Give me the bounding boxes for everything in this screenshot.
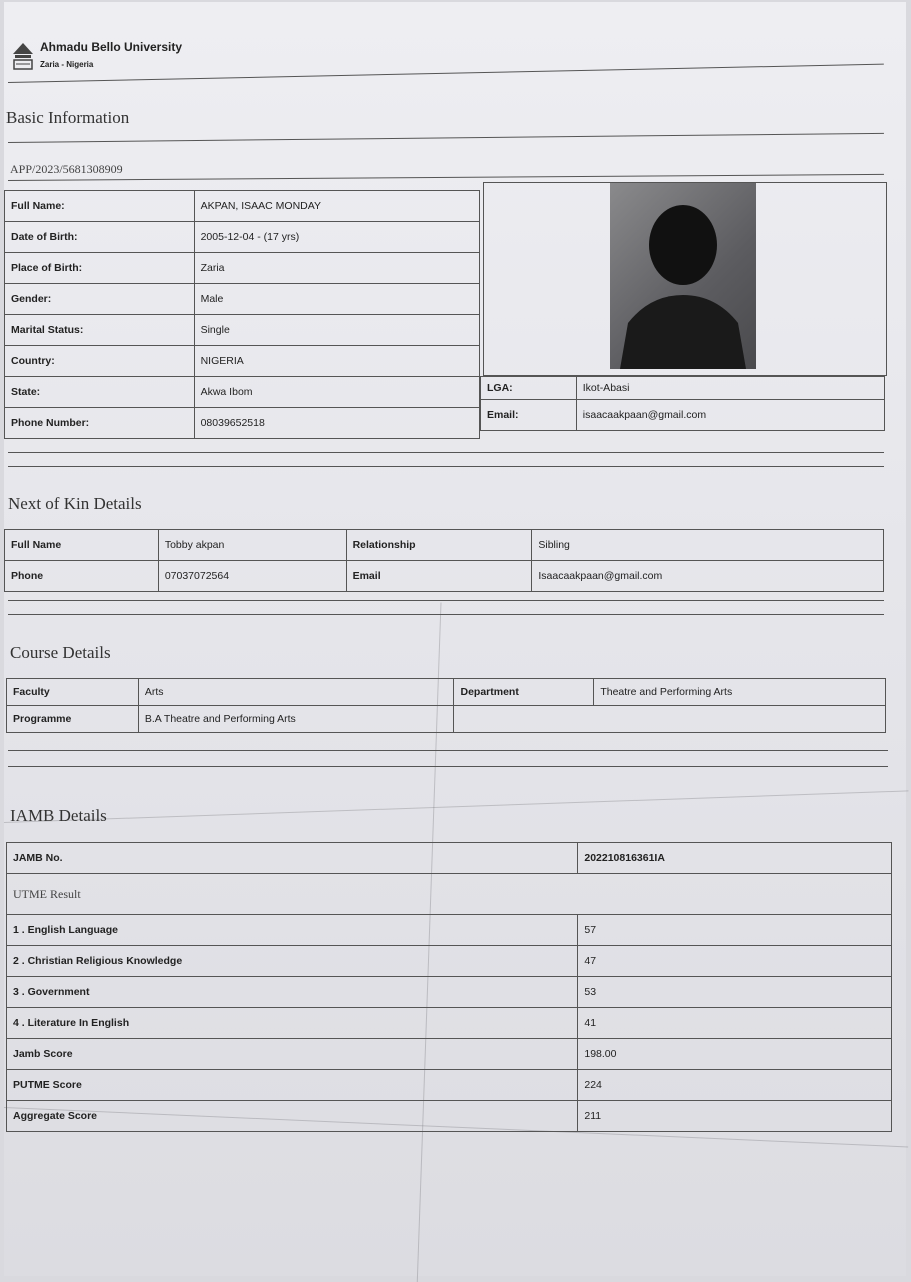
table-row	[5, 315, 480, 346]
table-row	[5, 346, 480, 377]
course-details-table	[6, 678, 886, 733]
kin-relationship-label: Relationship	[346, 530, 532, 561]
table-row	[7, 679, 886, 706]
place-of-birth-label: Place of Birth:	[5, 253, 195, 284]
state-label: State:	[5, 377, 195, 408]
application-number: APP/2023/5681308909	[10, 162, 123, 176]
kin-email-label: Email	[346, 561, 532, 592]
lga-value: Ikot-Abasi	[576, 377, 884, 400]
subject-government-score: 53	[578, 977, 892, 1008]
kin-email-value: Isaacaakpaan@gmail.com	[532, 561, 884, 592]
table-row	[7, 977, 892, 1008]
table-row	[5, 408, 480, 439]
gender-label: Gender:	[5, 284, 195, 315]
next-of-kin-table	[4, 529, 884, 592]
divider	[8, 466, 884, 467]
faculty-value: Arts	[138, 679, 454, 706]
putme-score-value: 224	[578, 1070, 892, 1101]
table-row	[7, 1101, 892, 1132]
iamb-details-table	[6, 842, 892, 1132]
table-row	[7, 706, 886, 733]
jamb-score-label: Jamb Score	[7, 1039, 578, 1070]
dob-label: Date of Birth:	[5, 222, 195, 253]
paper-crease	[4, 790, 908, 823]
subject-government-label: 3 . Government	[7, 977, 578, 1008]
full-name-value: AKPAN, ISAAC MONDAY	[194, 191, 479, 222]
divider	[8, 64, 884, 83]
table-row	[5, 377, 480, 408]
kin-full-name-value: Tobby akpan	[158, 530, 346, 561]
full-name-label: Full Name:	[5, 191, 195, 222]
jamb-number-label: JAMB No.	[7, 843, 578, 874]
table-row	[7, 915, 892, 946]
table-row	[5, 561, 884, 592]
table-row	[481, 377, 885, 400]
table-row	[7, 1008, 892, 1039]
gender-value: Male	[194, 284, 479, 315]
subject-literature-score: 41	[578, 1008, 892, 1039]
marital-status-label: Marital Status:	[5, 315, 195, 346]
university-logo-icon	[12, 42, 34, 70]
table-row	[5, 284, 480, 315]
lga-label: LGA:	[481, 377, 577, 400]
table-row	[7, 843, 892, 874]
table-row	[5, 222, 480, 253]
basic-info-table	[4, 190, 480, 439]
course-details-title: Course Details	[10, 643, 111, 662]
table-row	[5, 191, 480, 222]
iamb-details-title: IAMB Details	[10, 806, 107, 825]
university-location: Zaria - Nigeria	[40, 60, 94, 69]
table-row	[7, 1070, 892, 1101]
programme-value: B.A Theatre and Performing Arts	[138, 706, 454, 733]
next-of-kin-title: Next of Kin Details	[8, 494, 142, 513]
email-label: Email:	[481, 400, 577, 431]
divider	[8, 614, 884, 615]
country-label: Country:	[5, 346, 195, 377]
phone-number-label: Phone Number:	[5, 408, 195, 439]
basic-info-title: Basic Information	[6, 108, 130, 127]
document-page	[4, 2, 906, 1276]
putme-score-label: PUTME Score	[7, 1070, 578, 1101]
lga-email-table	[480, 376, 885, 431]
country-value: NIGERIA	[194, 346, 479, 377]
email-value: isaacaakpaan@gmail.com	[576, 400, 884, 431]
place-of-birth-value: Zaria	[194, 253, 479, 284]
university-name: Ahmadu Bello University	[40, 40, 183, 54]
table-row	[5, 253, 480, 284]
kin-phone-label: Phone	[5, 561, 159, 592]
department-value: Theatre and Performing Arts	[594, 679, 886, 706]
divider	[8, 452, 884, 453]
table-row	[7, 874, 892, 915]
empty-cell	[454, 706, 886, 733]
divider	[8, 600, 884, 601]
applicant-photo	[610, 183, 756, 369]
divider	[8, 766, 888, 767]
kin-full-name-label: Full Name	[5, 530, 159, 561]
aggregate-score-value: 211	[578, 1101, 892, 1132]
state-value: Akwa Ibom	[194, 377, 479, 408]
jamb-number-value: 202210816361IA	[578, 843, 892, 874]
table-row	[7, 1039, 892, 1070]
table-row	[7, 946, 892, 977]
jamb-score-value: 198.00	[578, 1039, 892, 1070]
phone-number-value: 08039652518	[194, 408, 479, 439]
subject-crk-label: 2 . Christian Religious Knowledge	[7, 946, 578, 977]
subject-literature-label: 4 . Literature In English	[7, 1008, 578, 1039]
marital-status-value: Single	[194, 315, 479, 346]
faculty-label: Faculty	[7, 679, 139, 706]
kin-phone-value: 07037072564	[158, 561, 346, 592]
kin-relationship-value: Sibling	[532, 530, 884, 561]
person-silhouette-icon	[610, 183, 756, 369]
utme-result-heading: UTME Result	[7, 874, 892, 915]
department-label: Department	[454, 679, 594, 706]
aggregate-score-label: Aggregate Score	[7, 1101, 578, 1132]
dob-value: 2005-12-04 - (17 yrs)	[194, 222, 479, 253]
divider	[8, 174, 884, 181]
table-row	[5, 530, 884, 561]
divider	[8, 750, 888, 751]
table-row	[481, 400, 885, 431]
programme-label: Programme	[7, 706, 139, 733]
subject-english-label: 1 . English Language	[7, 915, 578, 946]
divider	[8, 133, 884, 143]
subject-english-score: 57	[578, 915, 892, 946]
subject-crk-score: 47	[578, 946, 892, 977]
